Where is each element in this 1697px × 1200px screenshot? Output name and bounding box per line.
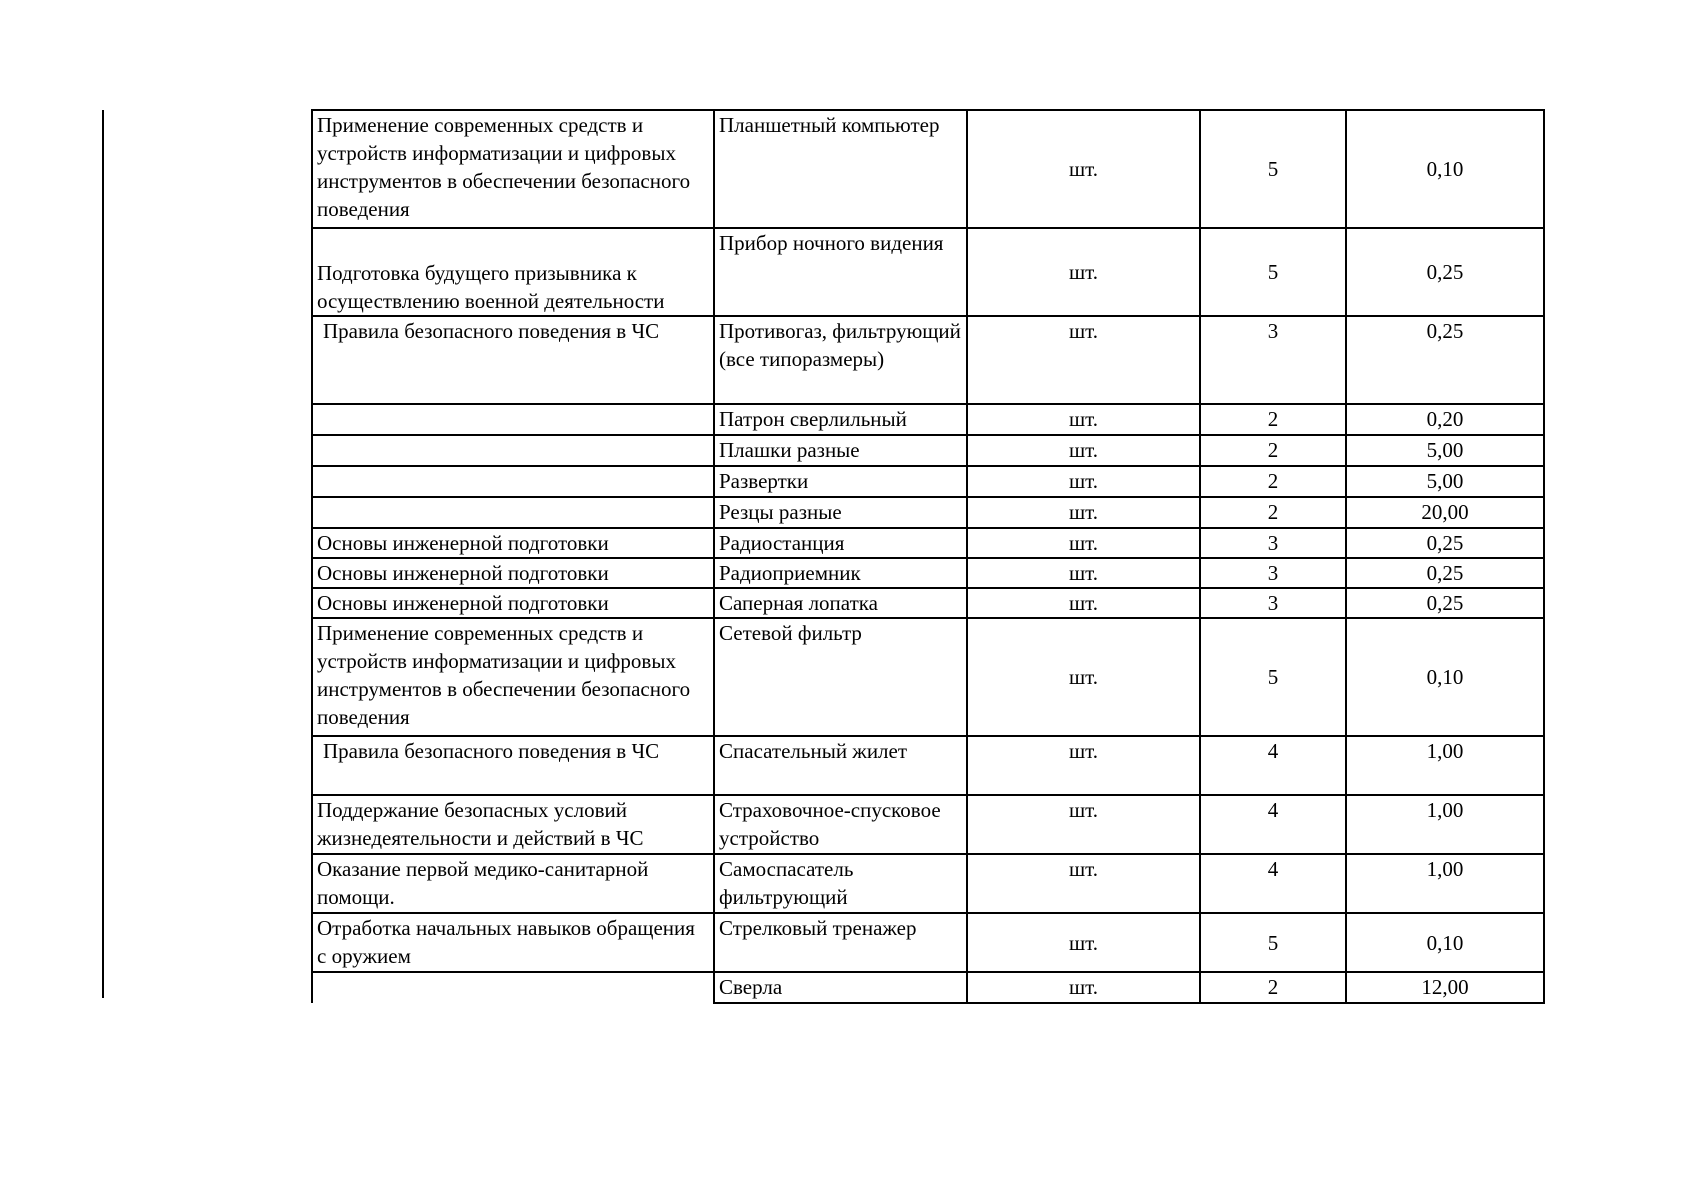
value-cell: 0,10 bbox=[1346, 913, 1544, 972]
item-cell: Спасательный жилет bbox=[714, 736, 967, 795]
unit-cell: шт. bbox=[967, 228, 1200, 316]
unit-cell: шт. bbox=[967, 913, 1200, 972]
qty-cell: 5 bbox=[1200, 228, 1346, 316]
qty-cell: 5 bbox=[1200, 913, 1346, 972]
unit-cell: шт. bbox=[967, 618, 1200, 736]
table-row bbox=[312, 854, 1544, 913]
value-cell: 0,25 bbox=[1346, 588, 1544, 618]
unit-cell: шт. bbox=[967, 558, 1200, 588]
topic-cell: Оказание первой медико-санитарной помощи. bbox=[312, 854, 714, 913]
unit-cell: шт. bbox=[967, 854, 1200, 913]
value-cell: 0,25 bbox=[1346, 316, 1544, 404]
table-row bbox=[312, 110, 1544, 228]
item-cell: Плашки разные bbox=[714, 435, 967, 466]
unit-cell: шт. bbox=[967, 528, 1200, 558]
topic-cell: Основы инженерной подготовки bbox=[312, 588, 714, 618]
topic-cell: Основы инженерной подготовки bbox=[312, 558, 714, 588]
item-cell: Сетевой фильтр bbox=[714, 618, 967, 736]
topic-cell bbox=[312, 435, 714, 466]
item-cell: Прибор ночного видения bbox=[714, 228, 967, 316]
table-row bbox=[312, 588, 1544, 618]
item-cell: Самоспасатель фильтрующий bbox=[714, 854, 967, 913]
qty-cell: 3 bbox=[1200, 316, 1346, 404]
value-cell: 5,00 bbox=[1346, 435, 1544, 466]
item-cell: Резцы разные bbox=[714, 497, 967, 528]
table-row bbox=[312, 795, 1544, 854]
qty-cell: 3 bbox=[1200, 528, 1346, 558]
table-row bbox=[312, 435, 1544, 466]
unit-cell: шт. bbox=[967, 736, 1200, 795]
qty-cell: 2 bbox=[1200, 497, 1346, 528]
unit-cell: шт. bbox=[967, 588, 1200, 618]
topic-cell bbox=[312, 736, 714, 795]
table-row bbox=[312, 316, 1544, 404]
topic-cell: Применение современных средств и устройств информатизации и цифровых инструментов в обеспечении безопасного поведения bbox=[312, 110, 714, 228]
unit-cell: шт. bbox=[967, 316, 1200, 404]
page-margin-line bbox=[102, 110, 104, 998]
value-cell: 0,10 bbox=[1346, 110, 1544, 228]
table-row bbox=[312, 404, 1544, 435]
table-row bbox=[312, 228, 1544, 316]
table-row bbox=[312, 466, 1544, 497]
qty-cell: 2 bbox=[1200, 972, 1346, 1003]
qty-cell: 2 bbox=[1200, 404, 1346, 435]
value-cell: 5,00 bbox=[1346, 466, 1544, 497]
value-cell: 0,25 bbox=[1346, 528, 1544, 558]
table-row bbox=[312, 618, 1544, 736]
value-cell: 1,00 bbox=[1346, 854, 1544, 913]
table-row bbox=[312, 913, 1544, 972]
topic-text: Правила безопасного поведения в ЧС bbox=[323, 739, 660, 763]
topic-cell bbox=[312, 316, 714, 404]
topic-cell: Применение современных средств и устройств информатизации и цифровых инструментов в обеспечении безопасного поведения bbox=[312, 618, 714, 736]
value-cell: 0,10 bbox=[1346, 618, 1544, 736]
item-cell: Противогаз, фильтрующий (все типоразмеры) bbox=[714, 316, 967, 404]
unit-cell: шт. bbox=[967, 795, 1200, 854]
value-cell: 0,25 bbox=[1346, 228, 1544, 316]
value-cell: 20,00 bbox=[1346, 497, 1544, 528]
value-cell: 1,00 bbox=[1346, 795, 1544, 854]
table-row bbox=[312, 972, 1544, 1003]
table-row bbox=[312, 528, 1544, 558]
qty-cell: 4 bbox=[1200, 854, 1346, 913]
table-row bbox=[312, 736, 1544, 795]
unit-cell: шт. bbox=[967, 110, 1200, 228]
qty-cell: 2 bbox=[1200, 466, 1346, 497]
qty-cell: 3 bbox=[1200, 558, 1346, 588]
topic-text: Правила безопасного поведения в ЧС bbox=[323, 319, 660, 343]
qty-cell: 3 bbox=[1200, 588, 1346, 618]
topic-cell: Основы инженерной подготовки bbox=[312, 528, 714, 558]
topic-cell bbox=[312, 972, 714, 1003]
item-cell: Радиостанция bbox=[714, 528, 967, 558]
value-cell: 1,00 bbox=[1346, 736, 1544, 795]
unit-cell: шт. bbox=[967, 404, 1200, 435]
topic-cell: Подготовка будущего призывника к осуществлению военной деятельности bbox=[312, 228, 714, 316]
item-cell: Радиоприемник bbox=[714, 558, 967, 588]
qty-cell: 5 bbox=[1200, 110, 1346, 228]
value-cell: 12,00 bbox=[1346, 972, 1544, 1003]
qty-cell: 4 bbox=[1200, 795, 1346, 854]
item-cell: Саперная лопатка bbox=[714, 588, 967, 618]
item-cell: Планшетный компьютер bbox=[714, 110, 967, 228]
table-row bbox=[312, 558, 1544, 588]
topic-cell: Поддержание безопасных условий жизнедеятельности и действий в ЧС bbox=[312, 795, 714, 854]
item-cell: Сверла bbox=[714, 972, 967, 1003]
topic-cell bbox=[312, 466, 714, 497]
unit-cell: шт. bbox=[967, 466, 1200, 497]
qty-cell: 4 bbox=[1200, 736, 1346, 795]
value-cell: 0,20 bbox=[1346, 404, 1544, 435]
equipment-table bbox=[311, 109, 1545, 1004]
item-cell: Патрон сверлильный bbox=[714, 404, 967, 435]
unit-cell: шт. bbox=[967, 435, 1200, 466]
unit-cell: шт. bbox=[967, 497, 1200, 528]
unit-cell: шт. bbox=[967, 972, 1200, 1003]
topic-cell bbox=[312, 497, 714, 528]
item-cell: Страховочное-спусковое устройство bbox=[714, 795, 967, 854]
value-cell: 0,25 bbox=[1346, 558, 1544, 588]
qty-cell: 5 bbox=[1200, 618, 1346, 736]
topic-cell: Отработка начальных навыков обращения с оружием bbox=[312, 913, 714, 972]
item-cell: Развертки bbox=[714, 466, 967, 497]
qty-cell: 2 bbox=[1200, 435, 1346, 466]
item-cell: Стрелковый тренажер bbox=[714, 913, 967, 972]
table-row bbox=[312, 497, 1544, 528]
topic-cell bbox=[312, 404, 714, 435]
